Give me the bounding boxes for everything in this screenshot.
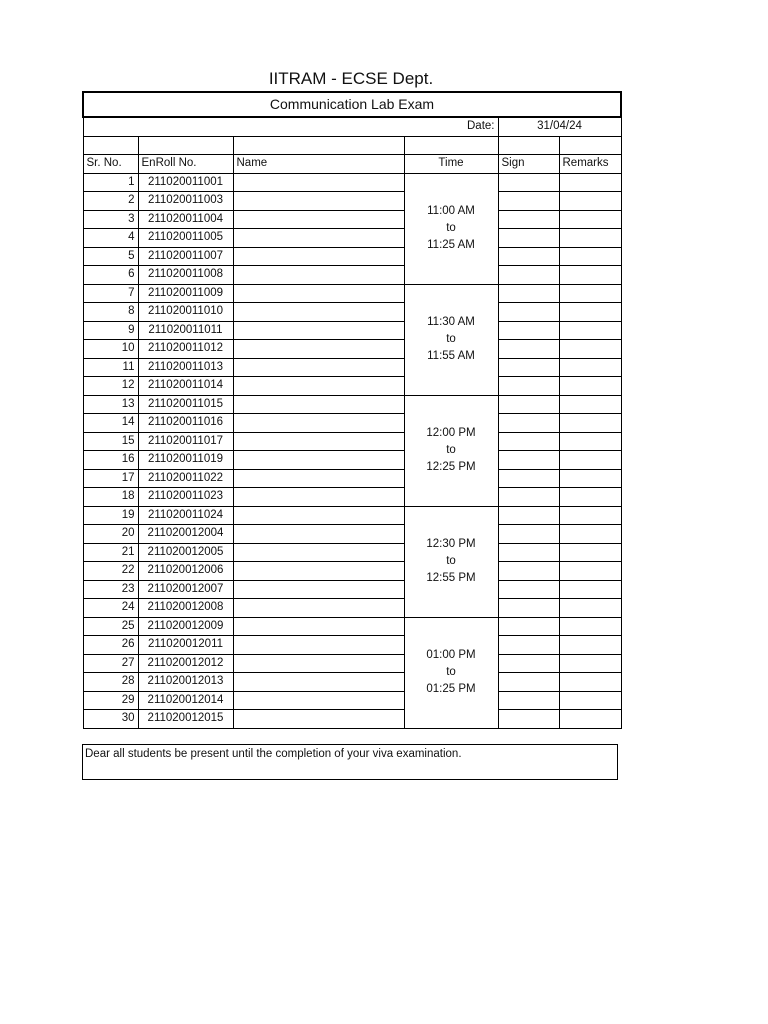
remarks-cell xyxy=(559,710,621,729)
enroll-no-cell: 211020011024 xyxy=(138,506,233,525)
remarks-cell xyxy=(559,599,621,618)
header-time: Time xyxy=(404,155,498,174)
department-title: IITRAM - ECSE Dept. xyxy=(268,69,434,88)
notice-box: Dear all students be present until the completion of your viva examination. xyxy=(82,744,618,780)
remarks-cell xyxy=(559,358,621,377)
sr-no-cell: 22 xyxy=(83,562,138,581)
name-cell xyxy=(233,506,404,525)
name-cell xyxy=(233,173,404,192)
name-cell xyxy=(233,377,404,396)
table-row xyxy=(83,266,621,285)
table-row xyxy=(83,358,621,377)
name-cell xyxy=(233,247,404,266)
time-slot-end: 11:25 AM xyxy=(427,239,475,251)
sign-cell xyxy=(498,358,559,377)
remarks-cell xyxy=(559,321,621,340)
enroll-no-cell: 211020011005 xyxy=(138,229,233,248)
name-cell xyxy=(233,599,404,618)
header-row xyxy=(83,155,621,174)
enroll-no-cell: 211020011015 xyxy=(138,395,233,414)
name-cell xyxy=(233,710,404,729)
table-row xyxy=(83,580,621,599)
name-cell xyxy=(233,340,404,359)
remarks-cell xyxy=(559,395,621,414)
sign-cell xyxy=(498,173,559,192)
remarks-cell xyxy=(559,469,621,488)
remarks-cell xyxy=(559,284,621,303)
time-slot-to: to xyxy=(446,555,456,567)
table-row xyxy=(83,432,621,451)
table-row xyxy=(83,673,621,692)
sign-cell xyxy=(498,192,559,211)
time-slot-cell xyxy=(404,506,498,617)
name-cell xyxy=(233,414,404,433)
sign-cell xyxy=(498,414,559,433)
table-row xyxy=(83,562,621,581)
blank-cell xyxy=(559,136,621,155)
remarks-cell xyxy=(559,617,621,636)
sr-no-cell: 9 xyxy=(83,321,138,340)
name-cell xyxy=(233,525,404,544)
sr-no-cell: 15 xyxy=(83,432,138,451)
sr-no-cell: 24 xyxy=(83,599,138,618)
sign-cell xyxy=(498,673,559,692)
time-slot-start: 12:30 PM xyxy=(426,538,476,550)
remarks-cell xyxy=(559,673,621,692)
enroll-no-cell: 211020011012 xyxy=(138,340,233,359)
blank-cell xyxy=(83,136,138,155)
blank-row xyxy=(83,136,621,155)
sign-cell xyxy=(498,284,559,303)
name-cell xyxy=(233,321,404,340)
time-slot-to: to xyxy=(446,333,456,345)
remarks-cell xyxy=(559,303,621,322)
remarks-cell xyxy=(559,691,621,710)
enroll-no-cell: 211020011023 xyxy=(138,488,233,507)
name-cell xyxy=(233,673,404,692)
sr-no-cell: 23 xyxy=(83,580,138,599)
name-cell xyxy=(233,562,404,581)
remarks-cell xyxy=(559,636,621,655)
time-slot-cell xyxy=(404,395,498,506)
sr-no-cell: 6 xyxy=(83,266,138,285)
enroll-no-cell: 211020012011 xyxy=(138,636,233,655)
blank-cell xyxy=(498,136,559,155)
enroll-no-cell: 211020011009 xyxy=(138,284,233,303)
name-cell xyxy=(233,580,404,599)
sr-no-cell: 26 xyxy=(83,636,138,655)
remarks-cell xyxy=(559,210,621,229)
sr-no-cell: 4 xyxy=(83,229,138,248)
sr-no-cell: 30 xyxy=(83,710,138,729)
remarks-cell xyxy=(559,340,621,359)
enroll-no-cell: 211020012008 xyxy=(138,599,233,618)
sr-no-cell: 19 xyxy=(83,506,138,525)
name-cell xyxy=(233,395,404,414)
name-cell xyxy=(233,266,404,285)
sign-cell xyxy=(498,377,559,396)
table-row xyxy=(83,303,621,322)
sign-cell xyxy=(498,229,559,248)
sign-cell xyxy=(498,691,559,710)
name-cell xyxy=(233,691,404,710)
name-cell xyxy=(233,284,404,303)
sr-no-cell: 29 xyxy=(83,691,138,710)
sign-cell xyxy=(498,525,559,544)
enroll-no-cell: 211020012004 xyxy=(138,525,233,544)
enroll-no-cell: 211020011008 xyxy=(138,266,233,285)
time-slot-end: 11:55 AM xyxy=(427,350,475,362)
table-row xyxy=(83,543,621,562)
sr-no-cell: 12 xyxy=(83,377,138,396)
table-row xyxy=(83,599,621,618)
time-slot-to: to xyxy=(446,444,456,456)
name-cell xyxy=(233,654,404,673)
sign-cell xyxy=(498,321,559,340)
sign-cell xyxy=(498,562,559,581)
remarks-cell xyxy=(559,451,621,470)
name-cell xyxy=(233,192,404,211)
remarks-cell xyxy=(559,506,621,525)
table-row xyxy=(83,192,621,211)
enroll-no-cell: 211020012009 xyxy=(138,617,233,636)
table-row xyxy=(83,691,621,710)
sign-cell xyxy=(498,506,559,525)
remarks-cell xyxy=(559,173,621,192)
sr-no-cell: 3 xyxy=(83,210,138,229)
enroll-no-cell: 211020011001 xyxy=(138,173,233,192)
enroll-no-cell: 211020012014 xyxy=(138,691,233,710)
sign-cell xyxy=(498,710,559,729)
remarks-cell xyxy=(559,432,621,451)
sign-cell xyxy=(498,395,559,414)
enroll-no-cell: 211020011010 xyxy=(138,303,233,322)
table-row xyxy=(83,247,621,266)
header-sr-no: Sr. No. xyxy=(83,155,138,174)
sign-cell xyxy=(498,247,559,266)
time-slot-to: to xyxy=(446,666,456,678)
table-row xyxy=(83,710,621,729)
blank-cell xyxy=(138,136,233,155)
name-cell xyxy=(233,617,404,636)
name-cell xyxy=(233,636,404,655)
sr-no-cell: 11 xyxy=(83,358,138,377)
enroll-no-cell: 211020011011 xyxy=(138,321,233,340)
name-cell xyxy=(233,543,404,562)
sign-cell xyxy=(498,469,559,488)
sr-no-cell: 1 xyxy=(83,173,138,192)
sign-cell xyxy=(498,636,559,655)
sr-no-cell: 13 xyxy=(83,395,138,414)
time-slot-to: to xyxy=(446,222,456,234)
sr-no-cell: 7 xyxy=(83,284,138,303)
time-slot-start: 12:00 PM xyxy=(426,427,476,439)
exam-schedule-table xyxy=(82,91,622,729)
remarks-cell xyxy=(559,192,621,211)
name-cell xyxy=(233,229,404,248)
name-cell xyxy=(233,210,404,229)
enroll-no-cell: 211020011004 xyxy=(138,210,233,229)
table-row xyxy=(83,340,621,359)
sign-cell xyxy=(498,617,559,636)
remarks-cell xyxy=(559,580,621,599)
enroll-no-cell: 211020011014 xyxy=(138,377,233,396)
time-slot-start: 11:00 AM xyxy=(427,205,475,217)
enroll-no-cell: 211020011016 xyxy=(138,414,233,433)
table-row xyxy=(83,229,621,248)
name-cell xyxy=(233,432,404,451)
table-row xyxy=(83,414,621,433)
sr-no-cell: 8 xyxy=(83,303,138,322)
sign-cell xyxy=(498,432,559,451)
remarks-cell xyxy=(559,377,621,396)
remarks-cell xyxy=(559,488,621,507)
header-remarks: Remarks xyxy=(559,155,621,174)
header-enroll-no: EnRoll No. xyxy=(138,155,233,174)
name-cell xyxy=(233,451,404,470)
exam-title: Communication Lab Exam xyxy=(83,92,621,117)
sr-no-cell: 21 xyxy=(83,543,138,562)
table-row xyxy=(83,395,621,414)
sign-cell xyxy=(498,654,559,673)
sign-cell xyxy=(498,599,559,618)
sr-no-cell: 16 xyxy=(83,451,138,470)
table-row xyxy=(83,636,621,655)
time-slot-cell xyxy=(404,173,498,284)
enroll-no-cell: 211020011007 xyxy=(138,247,233,266)
date-value: 31/04/24 xyxy=(498,117,621,136)
blank-cell xyxy=(404,136,498,155)
sr-no-cell: 10 xyxy=(83,340,138,359)
remarks-cell xyxy=(559,266,621,285)
table-row xyxy=(83,451,621,470)
name-cell xyxy=(233,358,404,377)
name-cell xyxy=(233,488,404,507)
enroll-no-cell: 211020012005 xyxy=(138,543,233,562)
name-cell xyxy=(233,303,404,322)
time-slot-cell xyxy=(404,617,498,728)
enroll-no-cell: 211020012006 xyxy=(138,562,233,581)
remarks-cell xyxy=(559,414,621,433)
time-slot-end: 12:25 PM xyxy=(426,461,476,473)
sr-no-cell: 2 xyxy=(83,192,138,211)
remarks-cell xyxy=(559,229,621,248)
remarks-cell xyxy=(559,562,621,581)
table-row xyxy=(83,506,621,525)
time-slot-end: 01:25 PM xyxy=(426,683,476,695)
sr-no-cell: 14 xyxy=(83,414,138,433)
time-slot-end: 12:55 PM xyxy=(426,572,476,584)
enroll-no-cell: 211020012007 xyxy=(138,580,233,599)
remarks-cell xyxy=(559,247,621,266)
sign-cell xyxy=(498,543,559,562)
enroll-no-cell: 211020011017 xyxy=(138,432,233,451)
enroll-no-cell: 211020012012 xyxy=(138,654,233,673)
time-slot-start: 01:00 PM xyxy=(426,649,476,661)
enroll-no-cell: 211020011019 xyxy=(138,451,233,470)
table-row xyxy=(83,617,621,636)
table-row xyxy=(83,321,621,340)
table-row xyxy=(83,173,621,192)
enroll-no-cell: 211020011022 xyxy=(138,469,233,488)
sr-no-cell: 28 xyxy=(83,673,138,692)
table-row xyxy=(83,525,621,544)
name-cell xyxy=(233,469,404,488)
sr-no-cell: 25 xyxy=(83,617,138,636)
table-row xyxy=(83,654,621,673)
sr-no-cell: 17 xyxy=(83,469,138,488)
header-sign: Sign xyxy=(498,155,559,174)
table-row xyxy=(83,210,621,229)
sign-cell xyxy=(498,266,559,285)
table-row xyxy=(83,488,621,507)
header-name: Name xyxy=(233,155,404,174)
remarks-cell xyxy=(559,525,621,544)
sign-cell xyxy=(498,451,559,470)
enroll-no-cell: 211020011003 xyxy=(138,192,233,211)
table-row xyxy=(83,284,621,303)
sr-no-cell: 27 xyxy=(83,654,138,673)
table-row xyxy=(83,377,621,396)
date-label: Date: xyxy=(83,117,498,136)
table-row xyxy=(83,469,621,488)
time-slot-start: 11:30 AM xyxy=(427,316,475,328)
sign-cell xyxy=(498,303,559,322)
sign-cell xyxy=(498,340,559,359)
sign-cell xyxy=(498,580,559,599)
sr-no-cell: 5 xyxy=(83,247,138,266)
enroll-no-cell: 211020012015 xyxy=(138,710,233,729)
sr-no-cell: 18 xyxy=(83,488,138,507)
remarks-cell xyxy=(559,654,621,673)
enroll-no-cell: 211020011013 xyxy=(138,358,233,377)
sign-cell xyxy=(498,210,559,229)
enroll-no-cell: 211020012013 xyxy=(138,673,233,692)
sign-cell xyxy=(498,488,559,507)
blank-cell xyxy=(233,136,404,155)
remarks-cell xyxy=(559,543,621,562)
sr-no-cell: 20 xyxy=(83,525,138,544)
time-slot-cell xyxy=(404,284,498,395)
